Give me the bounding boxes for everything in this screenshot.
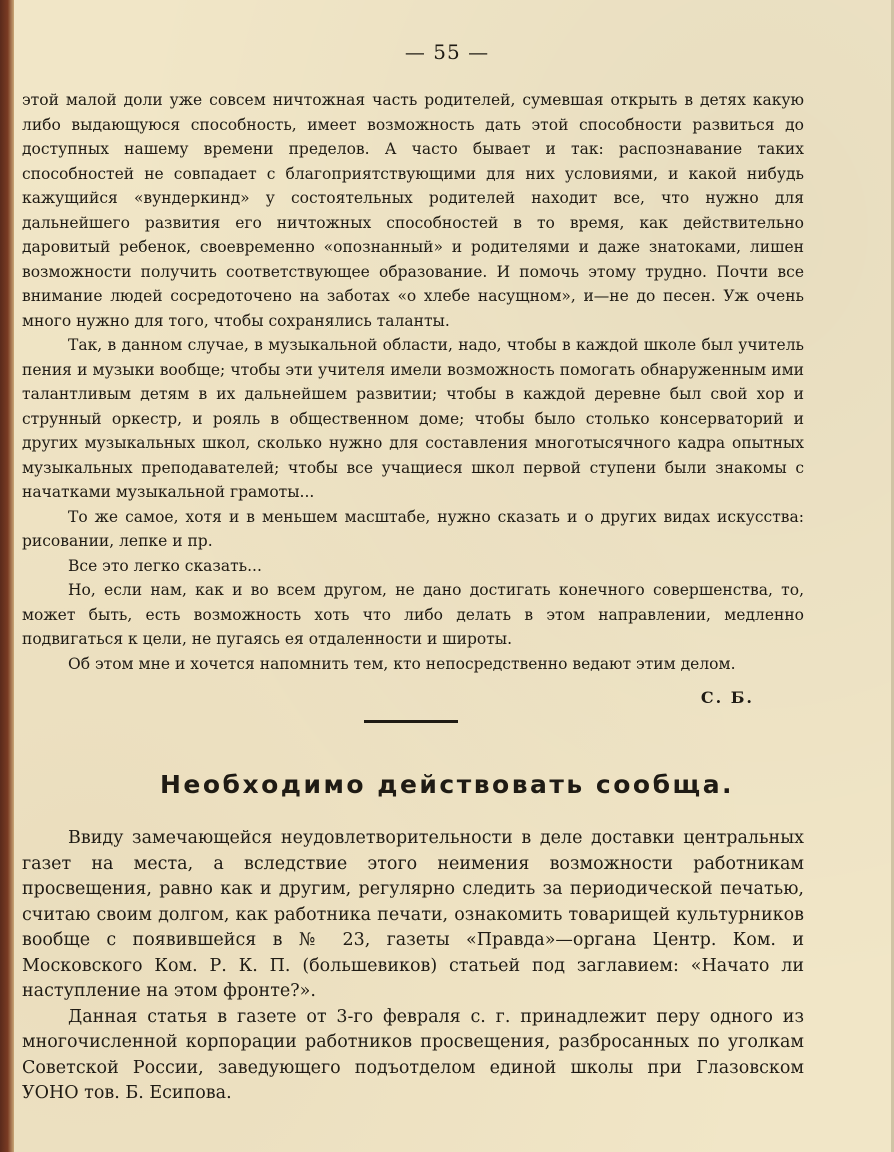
paragraph: Об этом мне и хочется напомнить тем, кто непосредственно ведают этим делом. — [68, 654, 736, 673]
paragraph: То же самое, хотя и в меньшем масштабе, нужно сказать и о других видах искусства: рисовании, лепке и пр. — [22, 507, 804, 550]
page-number: — 55 — — [404, 40, 490, 64]
book-spine — [0, 0, 14, 1152]
paragraph: этой малой доли уже совсем ничтожная часть родителей, сумевшая открыть в детях какую либо выдающуюся способность, имеет возможность дать этой способности развиться до доступных нашему времени пределов. А часто бывает и так: распознавание таких способностей не совпадает с благоприятствующими для них условиями, и какой нибудь кажущийся «вундеркинд» у состоятельных родителей находит все, что нужно для дальнейшего развития его ничтожных способностей в то время, как действительно даровитый ребенок, своевременно «опознанный» и родителями и даже знатоками, лишен возможности получить соответствующее образование. И помочь этому трудно. Почти все внимание людей сосредоточено на заботах «о хлебе насущном», и—не до песен. Уж очень много нужно для того, чтобы сохранялись таланты. — [22, 91, 804, 330]
paragraph: Но, если нам, как и во всем другом, не дано достигать конечного совершенства, то, может быть, есть возможность хоть что либо делать в этом направлении, медленно подвигаться к цели, не пугаясь ея отдаленности и широты. — [22, 581, 804, 648]
author-signature: С. Б. — [700, 688, 754, 707]
paragraph: Все это легко сказать... — [68, 556, 262, 575]
paragraph: Так, в данном случае, в музыкальной области, надо, чтобы в каждой школе был учитель пения и музыки вообще; чтобы эти учителя имели возможность помогать обнаруженным ими талантливым детям в их дальнейшем развитии; чтобы в каждой деревне был свой хор и струнный оркестр, и рояль в общественном доме; чтобы было столько консерваторий и других музыкальных школ, сколько нужно для составления многотысячного кадра опытных музыкальных преподавателей; чтобы все учащиеся школ первой ступени были знакомы с начатками музыкальной грамоты... — [22, 336, 804, 501]
section-divider — [364, 720, 458, 723]
previous-article-text — [22, 88, 804, 676]
article-title: Необходимо действовать сообща. — [159, 770, 735, 799]
paragraph: Данная статья в газете от 3-го февраля с. г. принадлежит перу одного из многочисленной корпорации работников просвещения, разбросанных по уголкам Советской России, заведующего подъотделом единой школы при Глазовском УОНО тов. Б. Есипова. — [22, 1006, 804, 1103]
paragraph: Ввиду замечающейся неудовлетворительности в деле доставки центральных газет на места, а вследствие этого неимения возможности работникам просвещения, равно как и другим, регулярно следить за периодической печатью, считаю своим долгом, как работника печати, ознакомить товарищей культурников вообще с появившейся в № 23, газеты «Правда»—органа Центр. Ком. и Московского Ком. Р. К. П. (большевиков) статьей под заглавием: «Начато ли наступление на этом фронте?». — [22, 828, 804, 1001]
article-text — [22, 826, 804, 1107]
